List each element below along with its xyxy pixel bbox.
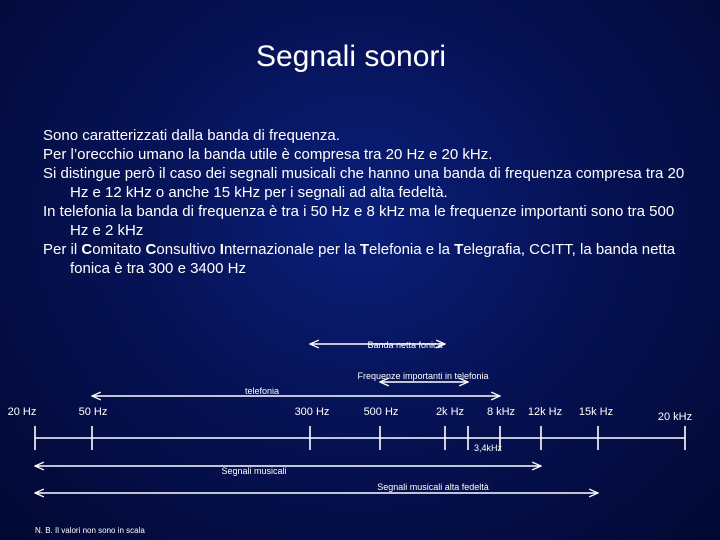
freq-label-20hz: 20 Hz bbox=[7, 406, 37, 418]
paragraph-orecchio: Per l’orecchio umano la banda utile è compresa tra 20 Hz e 20 kHz. bbox=[43, 146, 493, 163]
banda-netta-label: Banda netta fonica bbox=[367, 340, 443, 350]
ccitt-initial: C bbox=[145, 241, 157, 258]
ccitt-part: elegrafia, CCITT, la banda netta fonica è tra 300 e 3400 Hz bbox=[70, 241, 676, 277]
ccitt-part: elefonia e la bbox=[369, 241, 455, 258]
paragraph-bande: Sono caratterizzati dalla banda di frequenza. bbox=[43, 127, 340, 144]
ccitt-part: omitato bbox=[92, 241, 146, 258]
slide-title: Segnali sonori bbox=[255, 40, 447, 73]
ccitt-initial: T bbox=[359, 241, 370, 258]
paragraph-musicali: Si distingue però il caso dei segnali musicali che hanno una banda di frequenza compresa tra 20 Hz e 12 kHz o anche 15 kHz per i segnali ad alta fedeltà. bbox=[43, 165, 685, 201]
ccitt-part: Per il bbox=[43, 241, 82, 258]
freq-label-8khz: 8 kHz bbox=[486, 406, 516, 418]
paragraph-telefonia: In telefonia la banda di frequenza è tra i 50 Hz e 8 kHz ma le frequenze importanti sono tra 500 Hz e 2 kHz bbox=[43, 203, 675, 239]
ccitt-part: nternazionale per la bbox=[223, 241, 360, 258]
freq-label-3-4khz: 3,4kHz bbox=[473, 443, 503, 453]
freq-label-50hz: 50 Hz bbox=[78, 406, 108, 418]
ccitt-initial: T bbox=[454, 241, 464, 258]
freq-label-15khz: 15k Hz bbox=[578, 406, 614, 418]
freq-label-2khz: 2k Hz bbox=[435, 406, 465, 418]
telefonia-label: telefonia bbox=[244, 386, 280, 396]
scale-note: N. B. Il valori non sono in scala bbox=[35, 526, 145, 535]
freq-label-300hz: 300 Hz bbox=[294, 406, 330, 418]
ccitt-initial: C bbox=[81, 241, 93, 258]
frequenze-importanti-label: Frequenze importanti in telefonia bbox=[357, 371, 489, 381]
alta-fedelta-label: Segnali musicali alta fedeltà bbox=[377, 482, 489, 492]
freq-label-20khz: 20 kHz bbox=[657, 411, 693, 423]
ccitt-part: onsultivo bbox=[156, 241, 220, 258]
freq-label-12khz: 12k Hz bbox=[527, 406, 563, 418]
ccitt-initial: I bbox=[219, 241, 224, 258]
freq-label-500hz: 500 Hz bbox=[363, 406, 399, 418]
musicali-label: Segnali musicali bbox=[221, 466, 287, 476]
